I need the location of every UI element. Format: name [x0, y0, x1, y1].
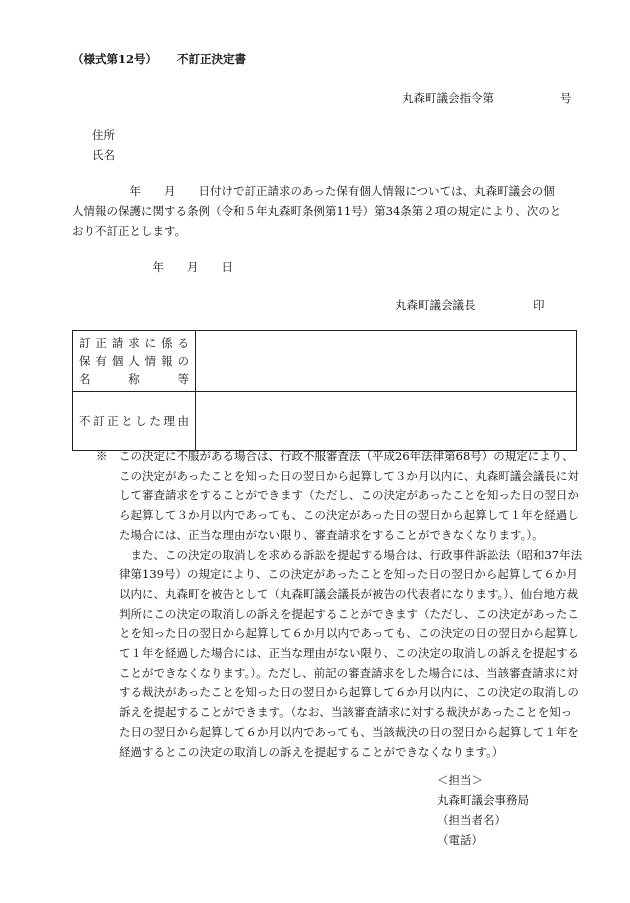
document-title: 不訂正決定書 [177, 52, 246, 66]
appeal-notes [96, 447, 596, 762]
form-number: （様式第12号） [72, 52, 158, 66]
decision-body [72, 181, 584, 241]
decision-table [72, 330, 577, 451]
note-line: して審査請求をすることができます（ただし、この決定があったことを知った日の翌日か [96, 488, 579, 503]
label-line: 保有個人情報の [79, 354, 189, 368]
table-value-record-name[interactable] [196, 331, 577, 392]
note-line: 律第139号）の規定により、この決定があったことを知った日の翌日から起算して６か月 [96, 567, 578, 582]
note-line: する裁決があったことを知った日の翌日から起算して６か月以内に、この決定の取消しの [96, 685, 579, 700]
table-label-record-name [73, 331, 196, 392]
body-line: おり不訂正とします。 [72, 224, 187, 238]
contact-heading: ＜担当＞ [437, 773, 483, 787]
note-line: 以内に、丸森町を被告として（丸森町議会議長が被告の代表者になります。）、仙台地方裁 [96, 586, 579, 601]
document-number-prefix: 丸森町議会指令第 [402, 91, 494, 105]
label-line: 不訂正とした理由 [79, 414, 189, 428]
table-value-reason[interactable] [196, 392, 577, 451]
issue-date: 年 月 日 [141, 260, 233, 274]
note-line: て１年を経過した場合には、正当な理由がない限り、この決定の取消しの訴えを提起する [96, 646, 579, 661]
signer-title: 丸森町議会議長 [395, 298, 476, 312]
table-label-reason [73, 392, 196, 451]
table-row [73, 331, 577, 392]
note-line: 訴えを提起することができます。（なお、当該審査請求に対する裁決があったことを知っ [96, 705, 573, 720]
note-line: ら起算して３か月以内であっても、この決定があった日の翌日から起算して１年を経過し [96, 508, 579, 523]
label-line: 名 称 等 [79, 372, 189, 386]
note-line: 経過するとこの決定の取消しの訴えを提起することができなくなります。） [96, 744, 504, 759]
note-line: た場合には、正当な理由がない限り、審査請求をすることができなくなります。）。 [96, 527, 544, 542]
note-line: また、この決定の取消しを求める訴訟を提起する場合は、行政事件訴訟法（昭和37年法 [96, 547, 583, 562]
recipient-address-label: 住所 [92, 128, 115, 142]
note-line: この決定があったことを知った日の翌日から起算して３か月以内に、丸森町議会議長に対 [96, 468, 579, 483]
body-line: 年 月 日付けで訂正請求のあった保有個人情報については、丸森町議会の個 [72, 184, 555, 198]
note-line: 判所にこの決定の取消しの訴えを提起することができます（ただし、この決定があったこ [96, 606, 579, 621]
seal-mark: 印 [533, 298, 545, 312]
table-row [73, 392, 577, 451]
note-line: ことができなくなります。）。ただし、前記の審査請求をした場合には、当該審査請求に対 [96, 665, 579, 680]
note-line: ※ この決定に不服がある場合は、行政不服審査法（平成26年法律第68号）の規定により、 [96, 449, 574, 463]
note-line: とを知った日の翌日から起算して６か月以内であっても、この決定の日の翌日から起算し [96, 626, 579, 641]
label-line: 訂正請求に係る [79, 336, 189, 350]
note-line: た日の翌日から起算して６か月以内であっても、当該裁決の日の翌日から起算して１年を [96, 724, 579, 739]
contact-office: 丸森町議会事務局 [437, 793, 529, 807]
body-line: 人情報の保護に関する条例（令和５年丸森町条例第11号）第34条第２項の規定により、次のと [72, 204, 562, 218]
contact-phone: （電話） [437, 833, 483, 847]
contact-block [437, 770, 529, 850]
recipient-name-label: 氏名 [92, 148, 115, 162]
contact-person: （担当者名） [437, 813, 506, 827]
document-number-suffix: 号 [560, 91, 572, 105]
